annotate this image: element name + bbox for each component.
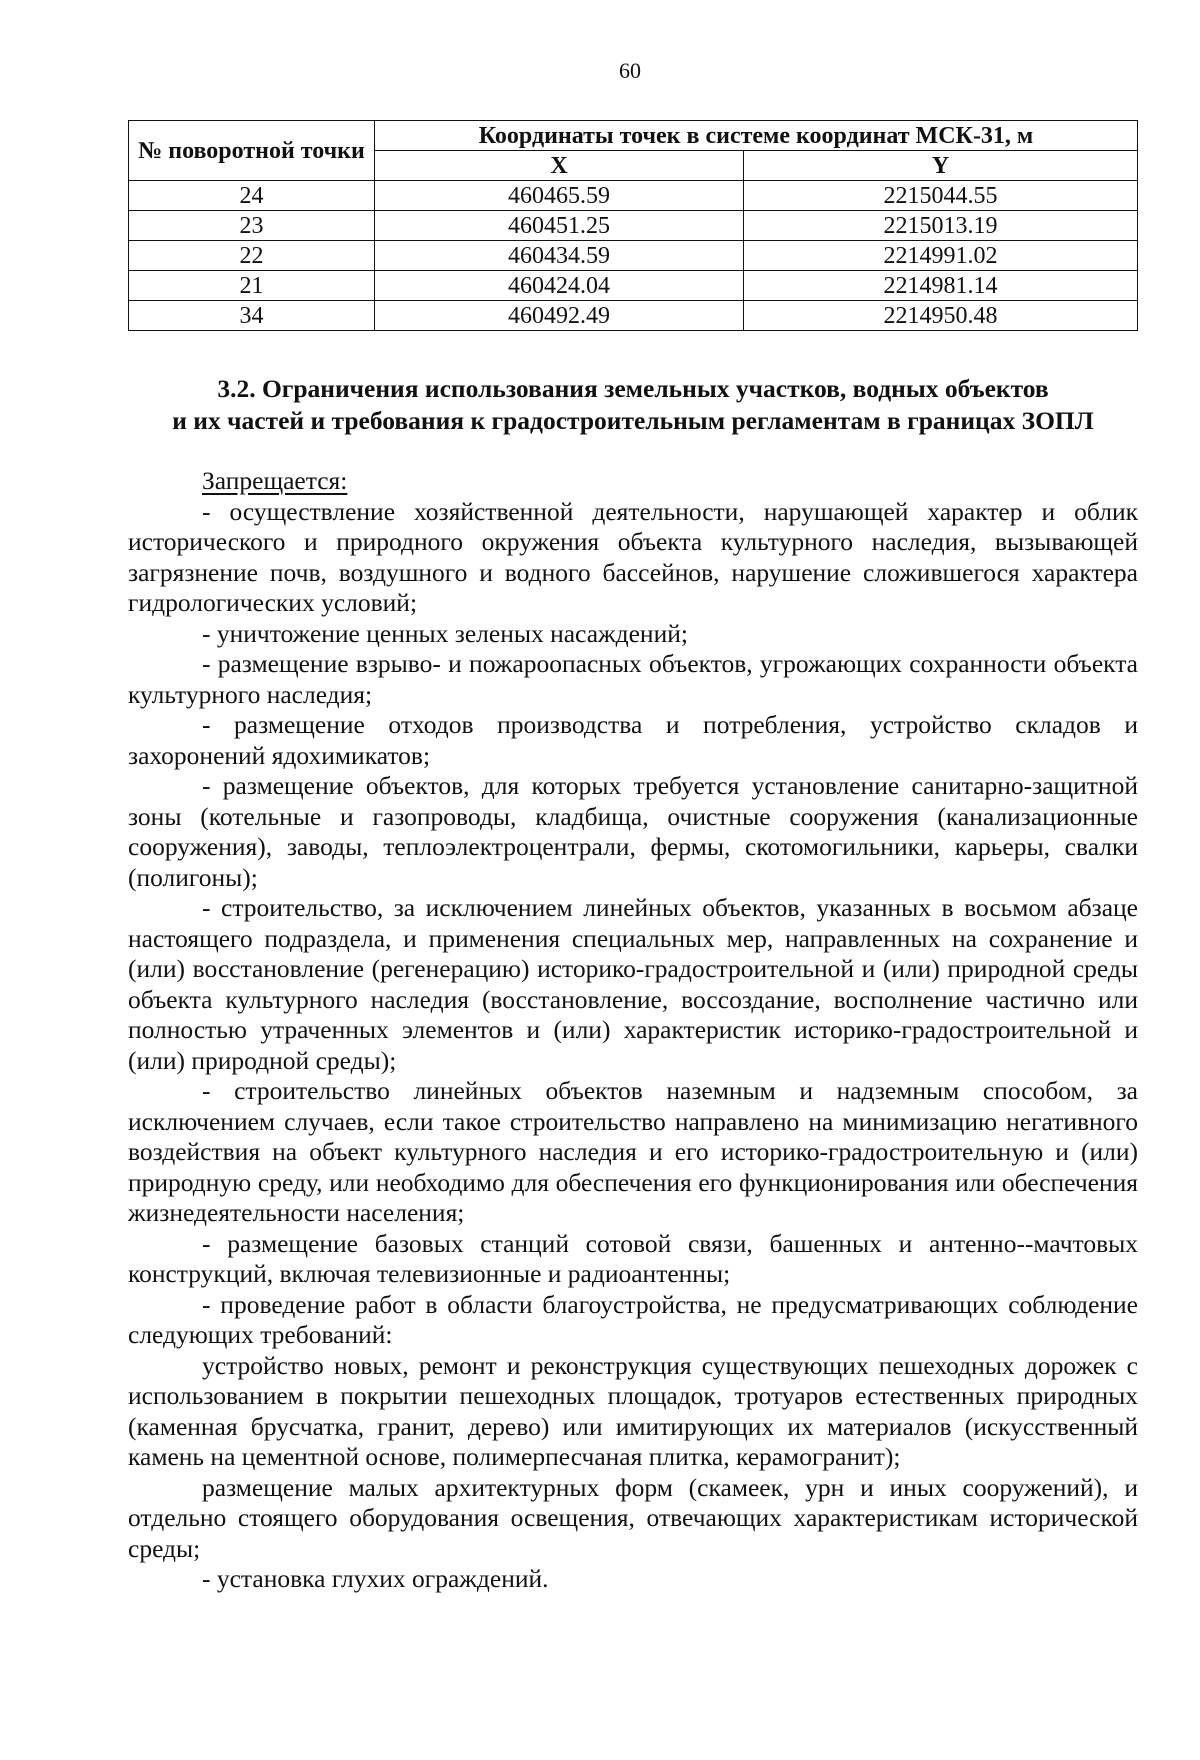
- cell-y: 2214991.02: [744, 241, 1138, 271]
- cell-x: 460492.49: [375, 301, 744, 331]
- paragraph: - проведение работ в области благоустройства, не предусматривающих соблюдение следующих требований:: [128, 1289, 1138, 1349]
- paragraph: - размещение базовых станций сотовой связи, башенных и антенно--мачтовых конструкций, включая телевизионные и радиоантенны;: [128, 1228, 1138, 1288]
- section-body: [128, 466, 1138, 1595]
- paragraph: - строительство, за исключением линейных объектов, указанных в восьмом абзаце настоящего подраздела, и применения специальных мер, направленных на сохранение и (или) восстановление (регенерацию) историко-градостроительной и (или) природной среды объекта культурного наследия (восстановление, воссоздание, восполнение частично или полностью утраченных элементов и (или) характеристик историко-градостроительной и (или) природной среды);: [128, 893, 1138, 1075]
- paragraph: размещение малых архитектурных форм (скамеек, урн и иных сооружений), и отдельно стоящего оборудования освещения, отвечающих характеристикам исторической среды;: [128, 1472, 1138, 1563]
- paragraph: устройство новых, ремонт и реконструкция существующих пешеходных дорожек с использованием в покрытии пешеходных площадок, тротуаров естественных природных (каменная брусчатка, гранит, дерево) или имитирующих их материалов (искусственный камень на цементной основе, полимерпесчаная плитка, керамогранит);: [128, 1350, 1138, 1471]
- table-row: [129, 181, 1138, 211]
- header-y: Y: [744, 151, 1138, 181]
- cell-point: 34: [129, 301, 375, 331]
- header-x: X: [375, 151, 744, 181]
- prohibited-intro: Запрещается:: [202, 466, 348, 495]
- section-heading-line-1: 3.2. Ограничения использования земельных участков, водных объектов: [217, 374, 1049, 403]
- header-coordinates: Координаты точек в системе координат МСК-31, м: [375, 121, 1138, 151]
- header-point-number: № поворотной точки: [129, 121, 375, 181]
- page-number: 60: [619, 58, 641, 83]
- cell-x: 460434.59: [375, 241, 744, 271]
- paragraph: - размещение взрыво- и пожароопасных объектов, угрожающих сохранности объекта культурного наследия;: [128, 649, 1138, 709]
- table-header-row: [129, 121, 1138, 151]
- cell-x: 460451.25: [375, 211, 744, 241]
- paragraph: - размещение отходов производства и потребления, устройство складов и захоронений ядохимикатов;: [128, 710, 1138, 770]
- paragraph: - строительство линейных объектов наземным и надземным способом, за исключением случаев, если такое строительство направлено на минимизацию негативного воздействия на объект культурного наследия и его историко-градостроительную и (или) природную среду, или необходимо для обеспечения его функционирования или обеспечения жизнедеятельности населения;: [128, 1076, 1138, 1227]
- paragraph: - размещение объектов, для которых требуется установление санитарно-защитной зоны (котельные и газопроводы, кладбища, очистные сооружения (канализационные сооружения), заводы, теплоэлектроцентрали, фермы, скотомогильники, карьеры, свалки (полигоны);: [128, 771, 1138, 892]
- cell-point: 22: [129, 241, 375, 271]
- paragraph: - осуществление хозяйственной деятельности, нарушающей характер и облик исторического и природного окружения объекта культурного наследия, вызывающей загрязнение почв, воздушного и водного бассейнов, нарушение сложившегося характера гидрологических условий;: [128, 496, 1138, 617]
- cell-y: 2214981.14: [744, 271, 1138, 301]
- table-row: [129, 301, 1138, 331]
- table-row: [129, 271, 1138, 301]
- section-heading: [128, 373, 1138, 437]
- paragraph: - установка глухих ограждений.: [202, 1564, 549, 1593]
- cell-x: 460465.59: [375, 181, 744, 211]
- cell-y: 2215044.55: [744, 181, 1138, 211]
- cell-y: 2215013.19: [744, 211, 1138, 241]
- section-heading-line-2: и их частей и требования к градостроительным регламентам в границах ЗОПЛ: [172, 406, 1094, 435]
- cell-x: 460424.04: [375, 271, 744, 301]
- cell-point: 24: [129, 181, 375, 211]
- table-row: [129, 211, 1138, 241]
- paragraph: - уничтожение ценных зеленых насаждений;: [202, 618, 688, 648]
- cell-point: 21: [129, 271, 375, 301]
- cell-y: 2214950.48: [744, 301, 1138, 331]
- coordinates-table: [128, 120, 1138, 331]
- cell-point: 23: [129, 211, 375, 241]
- table-row: [129, 241, 1138, 271]
